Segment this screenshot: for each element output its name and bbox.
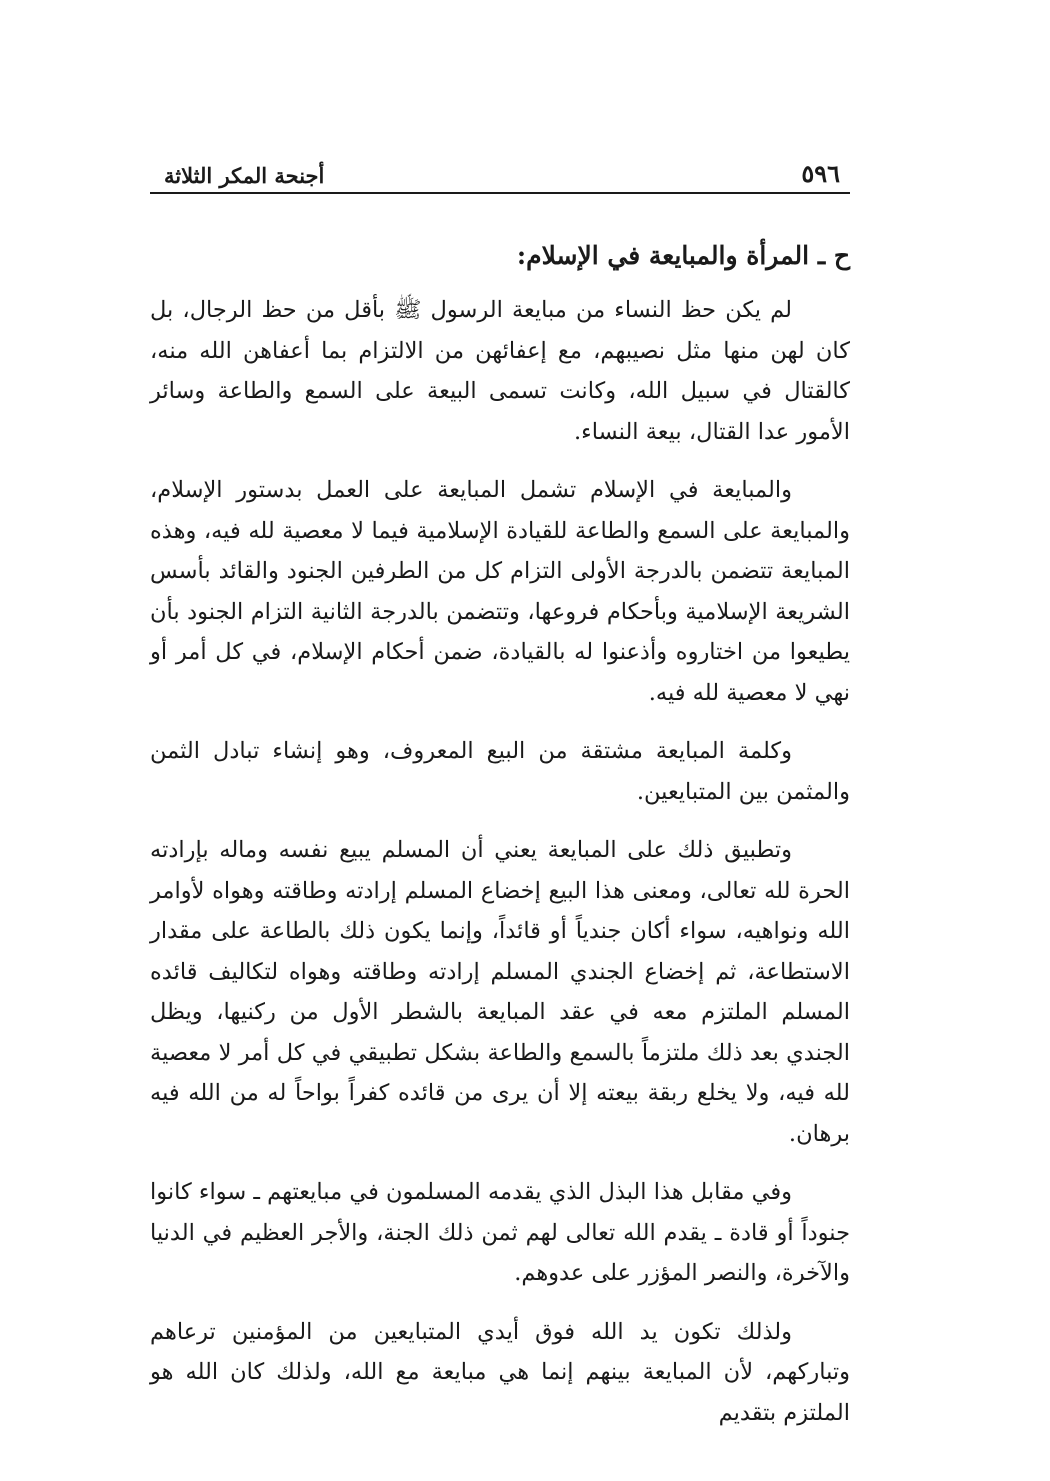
paragraph: ولذلك تكون يد الله فوق أيدي المتبايعين من المؤمنين ترعاهم وتباركهم، لأن المبايعة بينهم إنما هي مبايعة مع الله، ولذلك كان الله هو الملتزم بتقديم	[150, 1318, 850, 1426]
paragraph: والمبايعة في الإسلام تشمل المبايعة على العمل بدستور الإسلام، والمبايعة على السمع والطاعة للقيادة الإسلامية فيما لا معصية لله فيه، وهذه المبايعة تتضمن بالدرجة الأولى التزام كل من الطرفين الجنود والقائد بأسس الشريعة الإسلامية وبأحكام فروعها، وتتضمن بالدرجة الثانية التزام الجنود بأن يطيعوا من اختاروه وأذعنوا له بالقيادة، ضمن أحكام الإسلام، في كل أمر أو نهي لا معصية لله فيه.	[150, 477, 850, 706]
paragraph: وكلمة المبايعة مشتقة من البيع المعروف، وهو إنشاء تبادل الثمن والمثمن بين المتبايعين.	[150, 738, 850, 805]
section-heading: ح ـ المرأة والمبايعة في الإسلام:	[516, 241, 850, 270]
book-page	[150, 150, 850, 1451]
page-number: ٥٩٦	[801, 159, 840, 188]
paragraph: وتطبيق ذلك على المبايعة يعني أن المسلم يبيع نفسه وماله بإرادته الحرة لله تعالى، ومعنى هذا البيع إخضاع المسلم إرادته وطاقته وهواه لأوامر الله ونواهيه، سواء أكان جندياً أو قائداً، وإنما يكون ذلك بالطاعة على مقدار الاستطاعة، ثم إخضاع الجندي المسلم إرادته وطاقته وهواه لتكاليف قائده المسلم الملتزم معه في عقد المبايعة بالشطر الأول من ركنيها، ويظل الجندي بعد ذلك ملتزماً بالسمع والطاعة بشكل تطبيقي في كل أمر لا معصية لله فيه، ولا يخلع ربقة بيعته إلا أن يرى من قائده كفراً بواحاً له من الله فيه برهان.	[150, 837, 850, 1147]
paragraph: لم يكن حظ النساء من مبايعة الرسول ﷺ بأقل من حظ الرجال، بل كان لهن منها مثل نصيبهم، مع إعفائهن من الالتزام بما أعفاهن الله منه، كالقتال في سبيل الله، وكانت تسمى البيعة على السمع والطاعة وسائر الأمور عدا القتال، بيعة النساء.	[150, 297, 850, 445]
book-title: أجنحة المكر الثلاثة	[164, 163, 325, 188]
paragraph: وفي مقابل هذا البذل الذي يقدمه المسلمون في مبايعتهم ـ سواء كانوا جنوداً أو قادة ـ يقدم الله تعالى لهم ثمن ذلك الجنة، والأجر العظيم في الدنيا والآخرة، والنصر المؤزر على عدوهم.	[150, 1179, 850, 1286]
running-header	[150, 150, 850, 194]
